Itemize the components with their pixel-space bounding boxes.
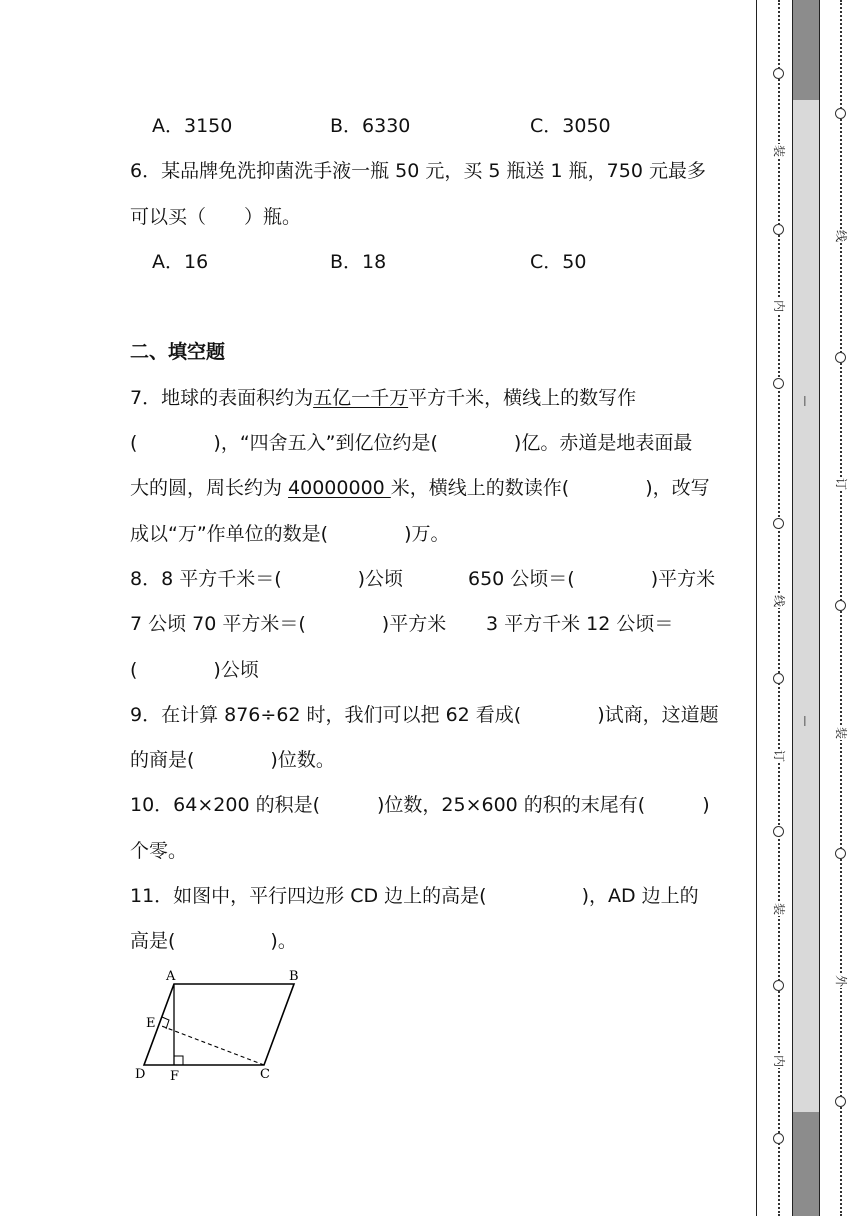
margin-bar-dark-bottom: [792, 1112, 820, 1216]
q8-line1: [130, 557, 735, 602]
label-a: A: [166, 969, 176, 984]
margin-char: 外: [834, 974, 848, 987]
q7-text: 7．地球的表面积约为: [130, 386, 314, 409]
q7-text: 大的圆，周长约为: [130, 477, 289, 500]
q8-part-a: 8．8 平方千米＝( )公顷: [130, 567, 404, 590]
q11-line1: 11．如图中，平行四边形 CD 边上的高是( )，AD 边上的: [130, 885, 699, 908]
label-c: C: [260, 1067, 270, 1082]
exam-content: [130, 104, 735, 965]
circle-mark: [835, 108, 846, 119]
circle-mark: [835, 848, 846, 859]
label-e: E: [146, 1016, 156, 1031]
q10-line1: 10．64×200 的积是( )位数，25×600 的积的末尾有( ): [130, 794, 710, 817]
option-a: A．3150: [152, 115, 233, 137]
circle-mark: [773, 673, 784, 684]
option-b: B．6330: [330, 115, 411, 137]
parallelogram-diagram: [130, 966, 310, 1086]
right-angle-f: [174, 1056, 183, 1065]
margin-char: 内: [772, 299, 786, 312]
q7-underlined-number: 40000000: [288, 477, 391, 500]
circle-mark: [835, 352, 846, 363]
circle-mark: [773, 826, 784, 837]
binding-margin: [756, 0, 860, 1216]
q7-text: 平方千米，横线上的数写作: [408, 386, 637, 409]
margin-char: 装: [772, 902, 786, 915]
q7-line3: [130, 466, 735, 511]
dotted-cut-line-outer: [778, 0, 780, 1216]
margin-bar-light: [792, 100, 820, 1112]
q8-line3: ( )公顷: [130, 658, 259, 681]
q8-line2: [130, 602, 735, 647]
q8-part-c: 7 公顷 70 平方米＝( )平方米: [130, 613, 447, 636]
option-c: C．50: [530, 250, 587, 273]
margin-char: 线: [834, 229, 848, 242]
circle-mark: [773, 378, 784, 389]
margin-char: 订: [772, 749, 786, 762]
margin-char: 装: [834, 726, 848, 739]
margin-char: 订: [834, 477, 848, 490]
circle-mark: [773, 68, 784, 79]
q9-line2: 的商是( )位数。: [130, 749, 335, 772]
circle-mark: [773, 1133, 784, 1144]
q5-options: [130, 104, 735, 149]
q10-line2: 个零。: [130, 839, 188, 862]
option-a: A．16: [152, 250, 209, 273]
margin-tick: —: [799, 715, 812, 727]
margin-char: 线: [772, 594, 786, 607]
q7-line1: [130, 376, 735, 421]
q8-part-b: 650 公顷＝( )平方米: [468, 567, 716, 590]
margin-tick: —: [799, 395, 812, 407]
blank-line: [130, 285, 735, 330]
label-f: F: [170, 1069, 180, 1084]
option-b: B．18: [330, 250, 387, 273]
label-b: B: [289, 969, 299, 984]
margin-bar-dark-top: [792, 0, 820, 100]
section-title: 二、填空题: [130, 341, 226, 364]
circle-mark: [835, 1096, 846, 1107]
circle-mark: [773, 518, 784, 529]
q7-line2: ( )，“四舍五入”到亿位约是( )亿。赤道是地表面最: [130, 432, 693, 455]
height-ce: [159, 1025, 264, 1065]
margin-char: 内: [772, 1054, 786, 1067]
q9-line1: 9．在计算 876÷62 时，我们可以把 62 看成( )试商，这道题: [130, 703, 719, 726]
option-c: C．3050: [530, 115, 611, 137]
q7-line4: 成以“万”作单位的数是( )万。: [130, 522, 450, 545]
circle-mark: [773, 224, 784, 235]
parallelogram-outline: [144, 984, 294, 1065]
q6-line2: 可以买（ ）瓶。: [130, 205, 302, 228]
margin-char: 装: [772, 144, 786, 157]
circle-mark: [835, 600, 846, 611]
label-d: D: [135, 1067, 146, 1082]
q8-part-d: 3 平方千米 12 公顷＝: [486, 613, 674, 636]
q7-text: 米，横线上的数读作( )，改写: [390, 477, 710, 500]
margin-border: [756, 0, 757, 1216]
q6-line1: 6．某品牌免洗抑菌洗手液一瓶 50 元，买 5 瓶送 1 瓶，750 元最多: [130, 160, 706, 183]
circle-mark: [773, 980, 784, 991]
parallelogram-figure: [130, 966, 310, 1086]
q7-underlined-number: 五亿一千万: [313, 386, 409, 409]
q6-options: [130, 240, 735, 285]
q11-line2: 高是( )。: [130, 930, 297, 953]
